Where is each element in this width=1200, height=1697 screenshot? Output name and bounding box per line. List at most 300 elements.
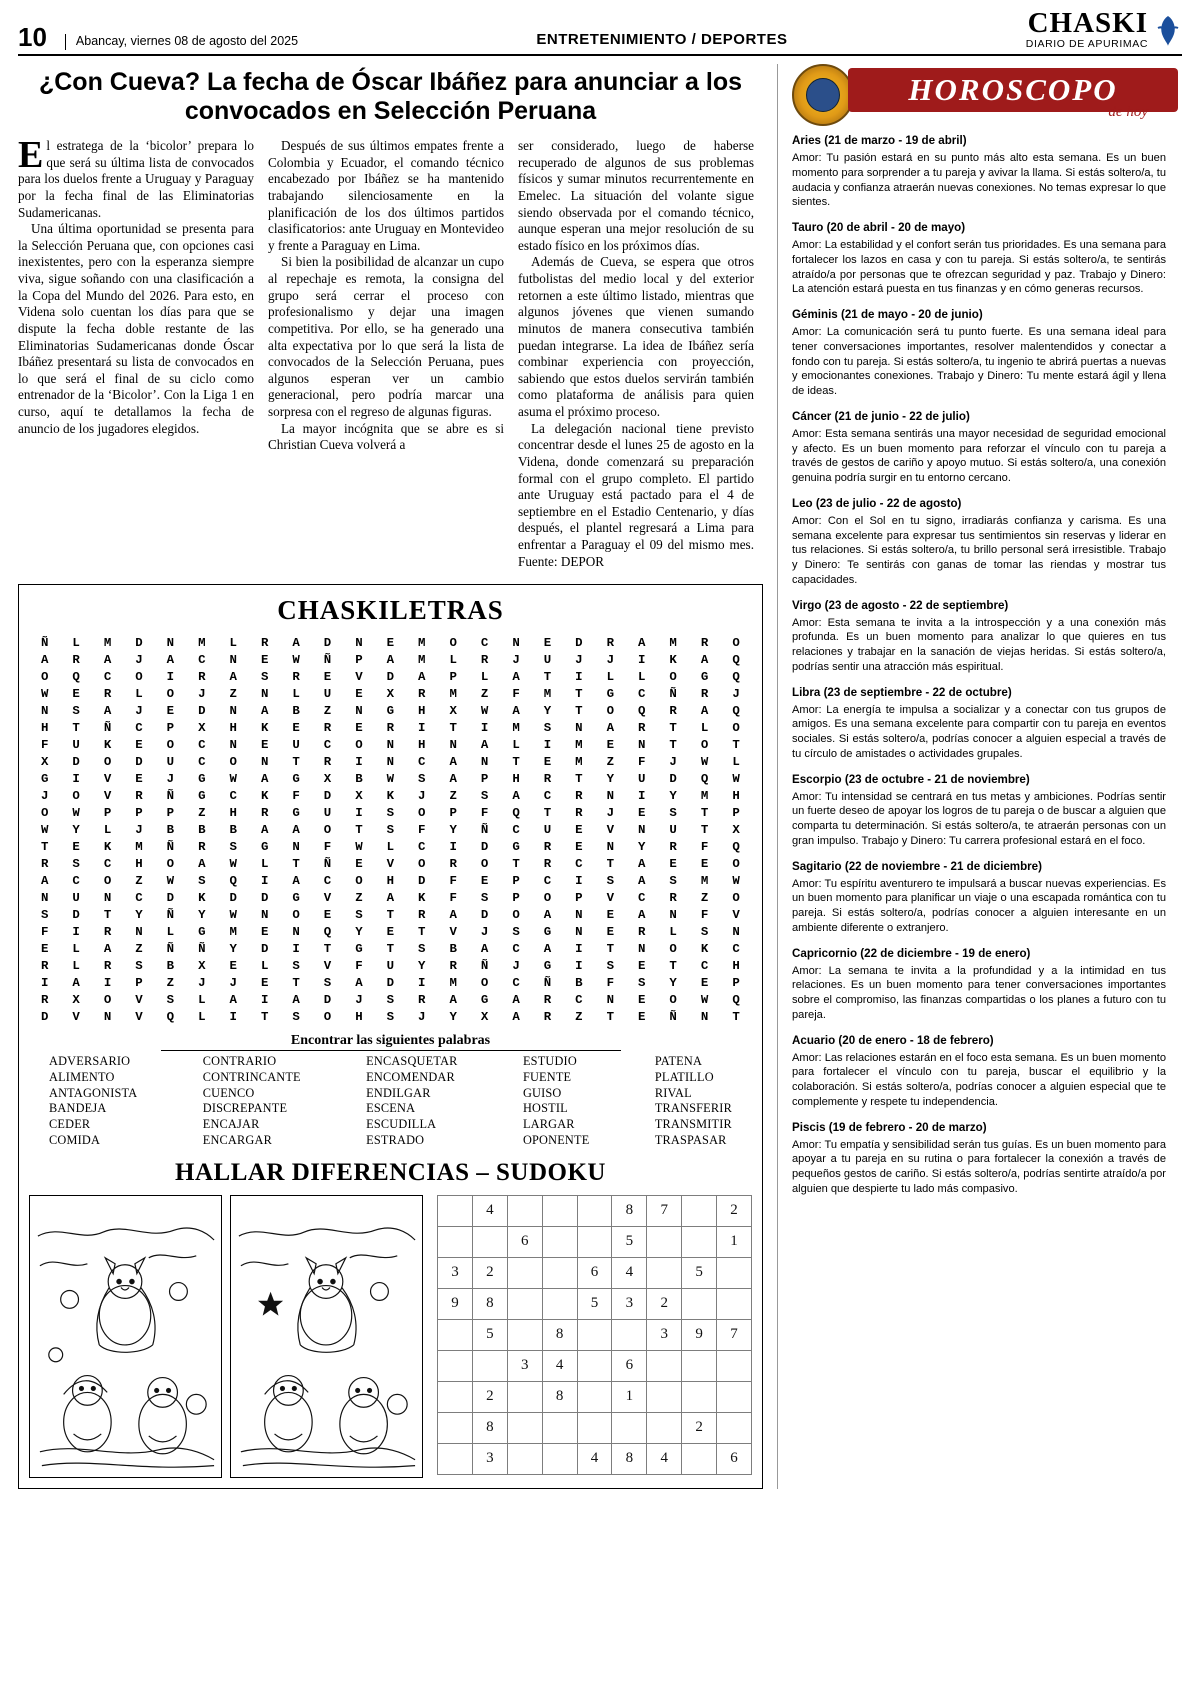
wordsearch-cell: L xyxy=(449,652,457,667)
wordsearch-cell: Y xyxy=(355,924,363,939)
wordsearch-cell: I xyxy=(418,720,426,735)
wordsearch-cell: F xyxy=(418,822,426,837)
wordsearch-cell: C xyxy=(575,856,583,871)
sudoku-cell[interactable] xyxy=(507,1195,542,1226)
wordsearch-cell: O xyxy=(480,856,489,871)
word-item: ENCARGAR xyxy=(202,1132,272,1147)
wordsearch-cell: B xyxy=(166,822,175,837)
wordsearch-cell: R xyxy=(40,958,49,973)
word-item: RIVAL xyxy=(654,1085,692,1100)
wordsearch-cell: L xyxy=(638,669,646,684)
wordsearch-cell: S xyxy=(606,873,615,888)
sudoku-cell[interactable]: 5 xyxy=(682,1257,717,1288)
horoscope-sign xyxy=(792,597,1166,675)
wordsearch-cell: Y xyxy=(198,907,206,922)
horoscope-list xyxy=(792,134,1166,1197)
wordsearch-cell: Q xyxy=(732,703,740,718)
wordsearch-row xyxy=(29,957,752,974)
sudoku-cell[interactable] xyxy=(542,1195,577,1226)
wordsearch-cell: X xyxy=(732,822,740,837)
sudoku-cell[interactable]: 5 xyxy=(612,1226,647,1257)
sudoku-cell[interactable] xyxy=(682,1350,717,1381)
paragraph: Una última oportunidad se presenta para la Selección Peruana que, con opciones casi inexistentes, pero con la esperanza siempre viva, sigue soñando con una clasificación a la Copa del Mundo del 2026. Para esto, en Videna solo cuentan los días para que se dispute la fecha doble restante de las Eliminatorias Sudamericanas donde Óscar Ibáñez presentará su lista de convocados en lo que será el final de su ciclo como entrenador de la ‘Bicolor’. Con la Liga 1 en curso, aquí te detallamos la fecha de anuncio de los jugadores elegidos. xyxy=(18,221,254,436)
wordsearch-cell: O xyxy=(669,992,677,1007)
wordsearch-cell: M xyxy=(700,788,709,803)
sudoku-cell[interactable]: 2 xyxy=(472,1257,507,1288)
wordsearch-cell: X xyxy=(323,771,332,786)
article-column-1 xyxy=(18,134,254,570)
wordsearch-row xyxy=(29,651,752,668)
sudoku-cell[interactable]: 5 xyxy=(577,1288,612,1319)
sudoku-cell[interactable]: 4 xyxy=(542,1350,577,1381)
wordsearch-cell: K xyxy=(198,890,206,905)
wordsearch-cell: E xyxy=(669,856,677,871)
wordsearch-cell: C xyxy=(700,958,709,973)
wordsearch-cell: E xyxy=(638,992,646,1007)
wordsearch-cell: P xyxy=(575,890,583,905)
word-item: ADVERSARIO xyxy=(49,1054,131,1069)
sudoku-cell[interactable]: 6 xyxy=(577,1257,612,1288)
sudoku-cell[interactable] xyxy=(507,1288,542,1319)
sudoku-cell[interactable] xyxy=(507,1319,542,1350)
sudoku-cell[interactable]: 3 xyxy=(647,1319,682,1350)
wordsearch-cell: Ñ xyxy=(323,652,332,667)
spot-difference-image-left xyxy=(29,1195,222,1478)
wordsearch-cell: T xyxy=(449,720,457,735)
sudoku-cell[interactable] xyxy=(717,1381,752,1412)
wordsearch-cell: M xyxy=(135,839,143,854)
wordsearch-cell: Z xyxy=(575,1009,583,1024)
sudoku-cell[interactable]: 4 xyxy=(647,1443,682,1474)
wordsearch-cell: Y xyxy=(669,788,677,803)
wordsearch-cell: A xyxy=(449,754,457,769)
sudoku-grid[interactable] xyxy=(437,1195,752,1475)
wordsearch-cell: Y xyxy=(72,822,80,837)
wordsearch-cell: E xyxy=(355,686,363,701)
wordsearch-cell: K xyxy=(386,788,395,803)
wordsearch-cell: N xyxy=(732,924,740,939)
sudoku-cell[interactable] xyxy=(542,1412,577,1443)
wordsearch-cell: O xyxy=(323,822,332,837)
wordsearch-cell: Z xyxy=(355,890,363,905)
wordsearch-cell: D xyxy=(386,975,395,990)
wordsearch-cell: S xyxy=(229,839,237,854)
wordsearch-cell: S xyxy=(260,669,269,684)
wordsearch-cell: Ñ xyxy=(40,635,49,650)
sudoku-cell[interactable]: 8 xyxy=(542,1319,577,1350)
sudoku-cell[interactable] xyxy=(682,1226,717,1257)
wordsearch-cell: N xyxy=(606,839,615,854)
wordsearch-cell: F xyxy=(40,924,49,939)
wordsearch-cell: F xyxy=(606,975,615,990)
wordsearch-cell: D xyxy=(480,839,489,854)
wordsearch-cell: T xyxy=(418,924,426,939)
wordsearch-cell: L xyxy=(732,754,740,769)
wordsearch-cell: F xyxy=(449,873,457,888)
wordsearch-cell: E xyxy=(543,635,552,650)
sudoku-cell[interactable]: 4 xyxy=(472,1195,507,1226)
horoscope-sign-text: Amor: La semana te invita a la profundidad y a la intimidad en tus relaciones. Es un buen momento para tener conversaciones importantes sobre el compromiso, las finanzas compartidas o los planes a futuro con tu pareja. xyxy=(792,964,1166,1021)
sudoku-cell[interactable] xyxy=(682,1381,717,1412)
wordsearch-cell: T xyxy=(543,669,552,684)
wordsearch-cell: N xyxy=(260,907,269,922)
horoscope-sign-name: Virgo (23 de agosto - 22 de septiembre) xyxy=(792,598,1009,612)
sudoku-cell[interactable] xyxy=(612,1412,647,1443)
wordsearch-cell: E xyxy=(638,958,646,973)
sudoku-cell[interactable] xyxy=(647,1257,682,1288)
wordsearch-cell: I xyxy=(575,941,583,956)
wordsearch-cell: A xyxy=(480,737,489,752)
sudoku-cell[interactable] xyxy=(472,1226,507,1257)
sudoku-cell[interactable] xyxy=(542,1443,577,1474)
wordsearch-cell: R xyxy=(575,805,583,820)
sudoku-cell[interactable] xyxy=(507,1257,542,1288)
sudoku-cell[interactable] xyxy=(682,1195,717,1226)
wordsearch-cell: F xyxy=(40,737,49,752)
wordsearch-cell: A xyxy=(103,703,112,718)
wordsearch-cell: A xyxy=(72,975,80,990)
wordsearch-row xyxy=(29,702,752,719)
wordsearch-cell: E xyxy=(386,635,395,650)
wordsearch-cell: W xyxy=(229,907,237,922)
sudoku-cell[interactable]: 6 xyxy=(612,1350,647,1381)
wordsearch-cell: O xyxy=(480,975,489,990)
sudoku-cell[interactable] xyxy=(682,1443,717,1474)
wordsearch-cell: R xyxy=(638,924,646,939)
wordsearch-cell: U xyxy=(323,686,332,701)
wordsearch-cell: W xyxy=(700,754,709,769)
wordsearch-cell: R xyxy=(40,856,49,871)
wordsearch-cell: U xyxy=(323,805,332,820)
sudoku-cell[interactable] xyxy=(438,1226,473,1257)
wordsearch-cell: M xyxy=(543,686,552,701)
brand-subtitle: DIARIO DE APURIMAC xyxy=(1025,38,1148,50)
wordsearch-row xyxy=(29,940,752,957)
wordsearch-cell: J xyxy=(732,686,740,701)
sudoku-cell[interactable]: 9 xyxy=(682,1319,717,1350)
wordsearch-cell: Q xyxy=(72,669,80,684)
wordsearch-cell: Ñ xyxy=(543,975,552,990)
sudoku-cell[interactable] xyxy=(472,1350,507,1381)
sudoku-cell[interactable] xyxy=(577,1319,612,1350)
wordsearch-cell: J xyxy=(606,805,615,820)
wordsearch-cell: U xyxy=(166,754,175,769)
paragraph xyxy=(18,134,254,221)
wordsearch-row xyxy=(29,736,752,753)
sudoku-cell[interactable]: 3 xyxy=(507,1350,542,1381)
horoscope-sign-name: Acuario (20 de enero - 18 de febrero) xyxy=(792,1033,994,1047)
wordsearch-cell: E xyxy=(700,856,709,871)
sudoku-cell[interactable] xyxy=(542,1226,577,1257)
wordsearch-cell: M xyxy=(575,754,583,769)
sudoku-cell[interactable]: 3 xyxy=(438,1257,473,1288)
sudoku-cell[interactable] xyxy=(577,1226,612,1257)
wordsearch-cell: N xyxy=(700,1009,709,1024)
sudoku-cell[interactable]: 2 xyxy=(682,1412,717,1443)
wordsearch-cell: S xyxy=(418,941,426,956)
wordsearch-cell: W xyxy=(166,873,175,888)
sudoku-cell[interactable] xyxy=(507,1381,542,1412)
wordsearch-cell: Y xyxy=(229,941,237,956)
sudoku-cell[interactable] xyxy=(438,1350,473,1381)
wordsearch-cell: N xyxy=(292,839,300,854)
horoscope-sign xyxy=(792,1032,1166,1110)
wordsearch-cell: E xyxy=(606,907,615,922)
sudoku-cell[interactable] xyxy=(438,1443,473,1474)
sudoku-cell[interactable] xyxy=(507,1443,542,1474)
sudoku-cell[interactable] xyxy=(438,1195,473,1226)
wordsearch-cell: V xyxy=(103,771,112,786)
wordsearch-cell: E xyxy=(166,703,175,718)
wordsearch-cell: E xyxy=(386,924,395,939)
wordsearch-cell: C xyxy=(512,975,520,990)
wordsearch-cell: S xyxy=(292,958,300,973)
wordsearch-cell: S xyxy=(669,873,677,888)
wordsearch-cell: T xyxy=(103,907,112,922)
wordsearch-cell: T xyxy=(606,941,615,956)
wordsearch-cell: F xyxy=(700,907,709,922)
wordsearch-cell: C xyxy=(198,754,206,769)
wordsearch-cell: D xyxy=(135,754,143,769)
sudoku-cell[interactable] xyxy=(647,1226,682,1257)
word-column-1 xyxy=(49,1054,137,1148)
horoscope-sign-name: Escorpio (23 de octubre - 21 de noviembre) xyxy=(792,772,1030,786)
wordsearch-cell: Z xyxy=(166,975,175,990)
wordsearch-cell: I xyxy=(260,873,269,888)
sudoku-cell[interactable]: 8 xyxy=(542,1381,577,1412)
wordsearch-cell: Q xyxy=(732,652,740,667)
horoscope-sign-name: Capricornio (22 de diciembre - 19 de enero) xyxy=(792,946,1031,960)
wordsearch-cell: X xyxy=(355,788,363,803)
sudoku-cell[interactable]: 4 xyxy=(577,1443,612,1474)
wordsearch-cell: L xyxy=(480,669,489,684)
wordsearch-cell: R xyxy=(543,839,552,854)
sudoku-cell[interactable] xyxy=(647,1381,682,1412)
word-item: TRASPASAR xyxy=(654,1132,727,1147)
wordsearch-cell: O xyxy=(669,669,677,684)
wordsearch-instruction: Encontrar las siguientes palabras xyxy=(161,1033,621,1051)
sudoku-cell[interactable] xyxy=(612,1319,647,1350)
sudoku-cell[interactable] xyxy=(542,1288,577,1319)
wordsearch-cell: Z xyxy=(135,873,143,888)
wordsearch-cell: G xyxy=(512,839,520,854)
sudoku-cell[interactable]: 8 xyxy=(472,1412,507,1443)
wordsearch-cell: O xyxy=(418,805,426,820)
wordsearch-cell: V xyxy=(135,1009,143,1024)
horoscope-column xyxy=(778,64,1166,1489)
sudoku-cell[interactable]: 6 xyxy=(717,1443,752,1474)
wordsearch-cell: S xyxy=(386,805,395,820)
sudoku-cell[interactable] xyxy=(507,1412,542,1443)
wordsearch-cell: Q xyxy=(166,1009,175,1024)
sudoku-cell[interactable]: 8 xyxy=(472,1288,507,1319)
wordsearch-cell: E xyxy=(355,720,363,735)
sudoku-cell[interactable]: 6 xyxy=(507,1226,542,1257)
wordsearch-cell: D xyxy=(418,873,426,888)
wordsearch-cell: X xyxy=(480,1009,489,1024)
wordsearch-row xyxy=(29,855,752,872)
wordsearch-cell: V xyxy=(355,669,363,684)
wordsearch-cell: D xyxy=(166,890,175,905)
wordsearch-cell: A xyxy=(292,635,300,650)
wordsearch-cell: Q xyxy=(323,924,332,939)
wordsearch-cell: C xyxy=(732,941,740,956)
wordsearch-cell: R xyxy=(323,754,332,769)
sudoku-cell[interactable] xyxy=(438,1412,473,1443)
sudoku-cell[interactable] xyxy=(717,1350,752,1381)
sudoku-cell[interactable]: 1 xyxy=(612,1381,647,1412)
word-item: ENCASQUETAR xyxy=(366,1054,458,1069)
sudoku-cell[interactable] xyxy=(647,1412,682,1443)
wordsearch-cell: N xyxy=(103,890,112,905)
wordsearch-cell: L xyxy=(72,635,80,650)
wordsearch-cell: I xyxy=(40,975,49,990)
sudoku-cell[interactable] xyxy=(717,1288,752,1319)
horoscope-title: HOROSCOPO xyxy=(848,68,1178,112)
wordsearch-cell: E xyxy=(606,737,615,752)
word-item: ESTRADO xyxy=(366,1132,425,1147)
sudoku-cell[interactable]: 7 xyxy=(717,1319,752,1350)
wordsearch-cell: R xyxy=(418,992,426,1007)
sudoku-row xyxy=(438,1257,752,1288)
wordsearch-cell: S xyxy=(543,720,552,735)
wordsearch-cell: Q xyxy=(732,839,740,854)
wordsearch-cell: S xyxy=(669,805,677,820)
wordsearch-cell: B xyxy=(229,822,237,837)
sudoku-cell[interactable]: 3 xyxy=(612,1288,647,1319)
wordsearch-cell: G xyxy=(700,669,709,684)
wordsearch-cell: V xyxy=(449,924,457,939)
sudoku-cell[interactable]: 5 xyxy=(472,1319,507,1350)
sudoku-wrapper xyxy=(431,1195,752,1475)
wordsearch-cell: H xyxy=(355,1009,363,1024)
wordsearch-cell: X xyxy=(72,992,80,1007)
wordsearch-cell: P xyxy=(449,669,457,684)
horoscope-sign-text: Amor: Esta semana sentirás una mayor necesidad de seguridad emocional y afecto. Es un buen momento para reforzar el vínculo con tu pareja a través de gestos de cariño y apoyo mutuo. Si estás soltero/a, una conexión genuina podría surgir en tu entorno cercano. xyxy=(792,427,1166,484)
wordsearch-cell: S xyxy=(135,958,143,973)
wordsearch-cell: F xyxy=(512,686,520,701)
wordsearch-cell: I xyxy=(166,669,175,684)
wordsearch-cell: R xyxy=(198,669,206,684)
wordsearch-cell: L xyxy=(72,941,80,956)
sudoku-cell[interactable] xyxy=(717,1257,752,1288)
wordsearch-cell: E xyxy=(40,941,49,956)
wordsearch-cell: U xyxy=(72,737,80,752)
paragraph: La delegación nacional tiene previsto concentrar desde el lunes 25 de agosto en la Videna, donde comenzará su preparación formal con el grupo completo. El partido ante Uruguay está pactado para el 4 de septiembre en el Estadio Centenario, y días después, el plantel regresará a Lima para enfrentar a Paraguay el 09 del mismo mes. Fuente: DEPOR xyxy=(518,420,754,569)
wordsearch-cell: J xyxy=(135,652,143,667)
word-item: ALIMENTO xyxy=(49,1069,115,1084)
wordsearch-cell: N xyxy=(40,890,49,905)
wordsearch-cell: C xyxy=(418,839,426,854)
sudoku-cell[interactable]: 8 xyxy=(612,1195,647,1226)
wordsearch-cell: C xyxy=(103,669,112,684)
wordsearch-row xyxy=(29,770,752,787)
wordsearch-cell: D xyxy=(72,907,80,922)
wordsearch-cell: R xyxy=(198,839,206,854)
wordsearch-cell: S xyxy=(386,992,395,1007)
wordsearch-cell: M xyxy=(700,873,709,888)
sudoku-cell[interactable]: 2 xyxy=(647,1288,682,1319)
wordsearch-cell: P xyxy=(512,873,520,888)
wordsearch-cell: M xyxy=(103,635,112,650)
wordsearch-cell: T xyxy=(669,720,677,735)
page-number: 10 xyxy=(18,22,47,52)
wordsearch-cell: Z xyxy=(198,805,206,820)
wordsearch-cell: L xyxy=(512,737,520,752)
wordsearch-cell: S xyxy=(72,703,80,718)
wordsearch-cell: Q xyxy=(732,669,740,684)
sudoku-cell[interactable]: 2 xyxy=(472,1381,507,1412)
wordsearch-cell: O xyxy=(135,669,143,684)
wordsearch-cell: A xyxy=(512,992,520,1007)
wordsearch-cell: E xyxy=(229,958,237,973)
sudoku-cell[interactable] xyxy=(647,1350,682,1381)
wordsearch-cell: I xyxy=(418,975,426,990)
horoscope-sign xyxy=(792,684,1166,762)
sudoku-cell[interactable]: 3 xyxy=(472,1443,507,1474)
sudoku-cell[interactable] xyxy=(438,1319,473,1350)
wordsearch-cell: E xyxy=(135,737,143,752)
word-item: PLATILLO xyxy=(654,1069,714,1084)
wordsearch-cell: M xyxy=(669,635,677,650)
wordsearch-cell: G xyxy=(292,890,300,905)
sudoku-cell[interactable] xyxy=(577,1412,612,1443)
wordsearch-cell: B xyxy=(292,703,300,718)
wordsearch-cell: Ñ xyxy=(669,1009,677,1024)
wordsearch-cell: R xyxy=(292,669,300,684)
sudoku-cell[interactable] xyxy=(577,1381,612,1412)
wordsearch-cell: S xyxy=(700,924,709,939)
horoscope-sign xyxy=(792,495,1166,588)
wordsearch-cell: H xyxy=(135,856,143,871)
wordsearch-cell: Ñ xyxy=(198,941,206,956)
sudoku-cell[interactable]: 4 xyxy=(612,1257,647,1288)
wordsearch-cell: H xyxy=(512,771,520,786)
sudoku-cell[interactable] xyxy=(717,1412,752,1443)
wordsearch-cell: A xyxy=(40,873,49,888)
sudoku-cell[interactable] xyxy=(682,1288,717,1319)
wordsearch-cell: J xyxy=(418,1009,426,1024)
wordsearch-cell: I xyxy=(543,737,552,752)
word-column-2 xyxy=(203,1054,301,1148)
horoscope-sign-text: Amor: Las relaciones estarán en el foco esta semana. Es un buen momento para fortalecer el vínculo con tu pareja, buscar el equilibrio y la colaboración. Si estás soltero/a, podrías conocer a alguien especial que te complemente y respete tu independencia. xyxy=(792,1051,1166,1108)
wordsearch-cell: Ñ xyxy=(103,720,112,735)
sudoku-cell[interactable] xyxy=(438,1381,473,1412)
sudoku-cell[interactable]: 7 xyxy=(647,1195,682,1226)
sudoku-cell[interactable]: 2 xyxy=(717,1195,752,1226)
sudoku-cell[interactable]: 8 xyxy=(612,1443,647,1474)
drop-cap: E xyxy=(18,134,44,176)
sudoku-cell[interactable] xyxy=(577,1350,612,1381)
wordsearch-cell: A xyxy=(638,873,646,888)
wordsearch-cell: W xyxy=(292,652,300,667)
wordsearch-cell: I xyxy=(480,720,489,735)
wordsearch-cell: D xyxy=(669,771,677,786)
wordsearch-cell: U xyxy=(543,652,552,667)
wordsearch-cell: T xyxy=(606,1009,615,1024)
wordsearch-cell: R xyxy=(700,686,709,701)
wordsearch-row xyxy=(29,634,752,651)
sudoku-cell[interactable]: 1 xyxy=(717,1226,752,1257)
wordsearch-cell: B xyxy=(166,958,175,973)
wordsearch-cell: P xyxy=(732,805,740,820)
sudoku-cell[interactable] xyxy=(577,1195,612,1226)
sudoku-cell[interactable]: 9 xyxy=(438,1288,473,1319)
wordsearch-title: CHASKILETRAS xyxy=(277,595,504,626)
wordsearch-cell: T xyxy=(700,822,709,837)
sudoku-cell[interactable] xyxy=(542,1257,577,1288)
wordsearch-cell: S xyxy=(480,890,489,905)
